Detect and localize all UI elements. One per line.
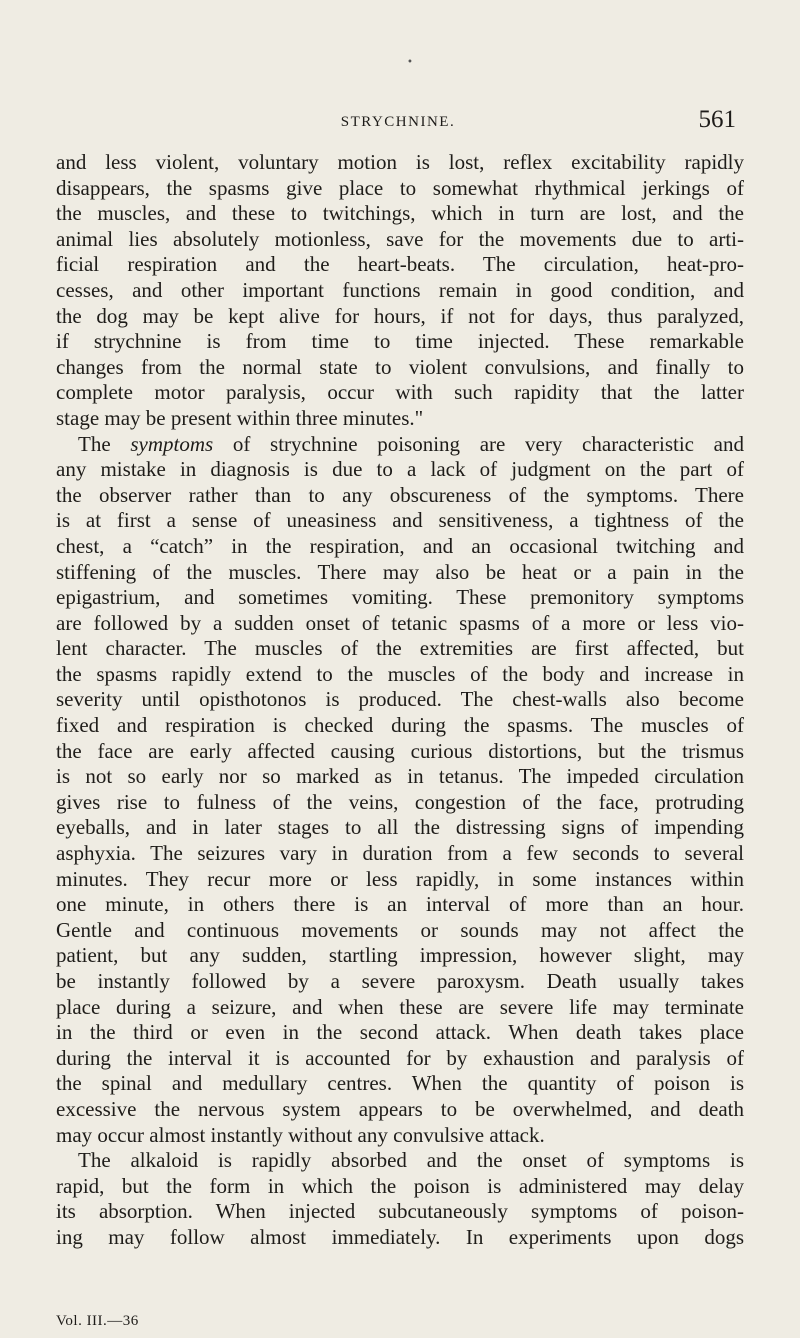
- text-line: the dog may be kept alive for hours, if not for days, thus paralyzed,: [56, 303, 744, 328]
- text-line: disappears, the spasms give place to somewhat rhythmical jerkings of: [56, 175, 744, 200]
- text-line: its absorption. When injected subcutaneously symptoms of poison-: [56, 1199, 744, 1224]
- text-line: [56, 432, 744, 458]
- text-line: may occur almost instantly without any convulsive attack.: [56, 1122, 545, 1147]
- text-line: asphyxia. The seizures vary in duration from a few seconds to several: [56, 841, 744, 866]
- text-line: the muscles, and these to twitchings, which in turn are lost, and the: [56, 201, 744, 226]
- text-line: stage may be present within three minutes.": [56, 405, 424, 430]
- text-line: chest, a “catch” in the respiration, and an occasional twitching and: [56, 533, 744, 558]
- text-line: ing may follow almost immediately. In experiments upon dogs: [56, 1224, 744, 1249]
- text-line: eyeballs, and in later stages to all the distressing signs of impending: [56, 815, 744, 840]
- text-line: the face are early affected causing curious distortions, but the trismus: [56, 738, 744, 763]
- text-line: cesses, and other important functions remain in good condition, and: [56, 277, 744, 302]
- text-line: one minute, in others there is an interval of more than an hour.: [56, 892, 744, 917]
- text-line: the spasms rapidly extend to the muscles of the body and increase in: [56, 661, 744, 686]
- text-line: is not so early nor so marked as in tetanus. The impeded circulation: [56, 764, 744, 789]
- text-line: and less violent, voluntary motion is lost, reflex excitability rapidly: [56, 150, 744, 174]
- text-line: are followed by a sudden onset of tetanic spasms of a more or less vio-: [56, 610, 744, 635]
- text-run: The: [78, 431, 131, 456]
- text-line: severity until opisthotonos is produced. The chest-walls also become: [56, 687, 744, 712]
- text-line: gives rise to fulness of the veins, congestion of the face, protruding: [56, 789, 744, 814]
- text-line: if strychnine is from time to time injected. These remarkable: [56, 329, 744, 354]
- text-line: fixed and respiration is checked during the spasms. The muscles of: [56, 713, 744, 738]
- signature-mark: Vol. III.—36: [56, 1313, 139, 1329]
- text-line: ficial respiration and the heart-beats. The circulation, heat-pro-: [56, 252, 744, 277]
- text-line: Gentle and continuous movements or sounds may not affect the: [56, 917, 744, 942]
- text-line: be instantly followed by a severe paroxysm. Death usually takes: [56, 969, 744, 993]
- text-line: animal lies absolutely motionless, save for the movements due to arti-: [56, 226, 744, 251]
- text-line: minutes. They recur more or less rapidly, in some instances within: [56, 866, 744, 891]
- running-title: STRYCHNINE.: [340, 114, 456, 130]
- text-line: epigastrium, and sometimes vomiting. These premonitory symptoms: [56, 585, 744, 610]
- text-line: the observer rather than to any obscureness of the symptoms. There: [56, 482, 744, 507]
- text-line: place during a seizure, and when these are severe life may terminate: [56, 994, 744, 1019]
- page-number: 561: [698, 106, 736, 133]
- text-line: during the interval it is accounted for by exhaustion and paralysis of: [56, 1045, 744, 1070]
- text-line: in the third or even in the second attack. When death takes place: [56, 1020, 744, 1045]
- text-line: excessive the nervous system appears to be overwhelmed, and death: [56, 1096, 744, 1121]
- print-mark: •: [407, 57, 413, 68]
- text-line: lent character. The muscles of the extremities are first affected, but: [56, 636, 744, 661]
- text-run: of strychnine poisoning are very characteristic and: [213, 431, 744, 456]
- text-line: The alkaloid is rapidly absorbed and the onset of symptoms is: [78, 1148, 744, 1173]
- text-line: the spinal and medullary centres. When the quantity of poison is: [56, 1071, 744, 1096]
- text-line: rapid, but the form in which the poison is administered may delay: [56, 1173, 744, 1198]
- text-line: changes from the normal state to violent convulsions, and finally to: [56, 354, 744, 379]
- text-line: patient, but any sudden, startling impression, however slight, may: [56, 943, 744, 968]
- text-line: complete motor paralysis, occur with such rapidity that the latter: [56, 380, 744, 405]
- text-line: is at first a sense of uneasiness and sensitiveness, a tightness of the: [56, 508, 744, 533]
- text-line: any mistake in diagnosis is due to a lack of judgment on the part of: [56, 457, 744, 482]
- body-text: [56, 150, 744, 1251]
- text-line: stiffening of the muscles. There may also be heat or a pain in the: [56, 559, 744, 584]
- italic-term: symptoms: [130, 431, 214, 456]
- page-header: [60, 106, 736, 142]
